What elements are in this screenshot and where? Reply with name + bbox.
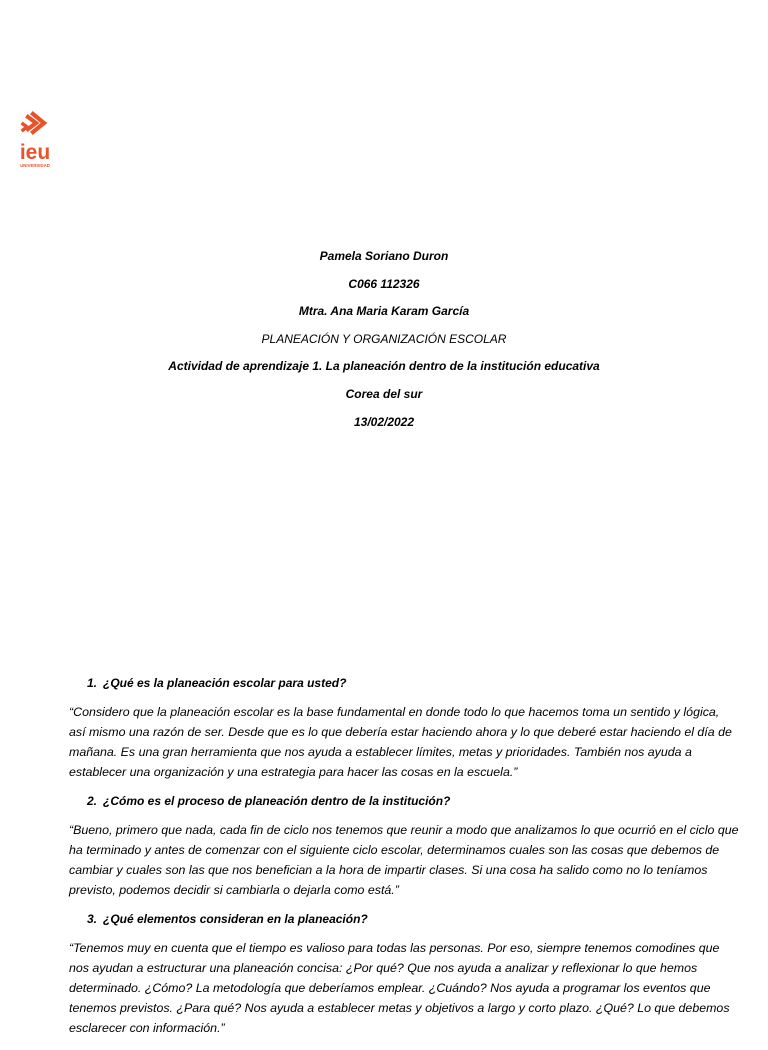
answer-line: esclarecer con información.” (69, 1021, 225, 1035)
answer-line: “Considero que la planeación escolar es la base fundamental en donde todo lo que hacemos toma un sentido y lógica, (69, 705, 720, 719)
date: 13/02/2022 (353, 414, 415, 429)
student-id: C066 112326 (348, 276, 420, 291)
author-name: Pamela Soriano Duron (319, 249, 449, 263)
answer-text (69, 702, 732, 782)
question-number: 1. (87, 676, 98, 690)
logo-subtext: UNIVERSIDAD (20, 163, 50, 168)
course-title: PLANEACIÓN Y ORGANIZACIÓN ESCOLAR (261, 331, 507, 346)
question-text: ¿Cómo es el proceso de planeación dentro de la institución? (103, 794, 451, 808)
question-heading (87, 912, 701, 926)
answer-line: así mismo una razón de ser. Desde que es lo que debería estar haciendo ahora y lo que deberé estar haciendo el día de (69, 725, 732, 739)
logo-wordmark: ieu (19, 141, 51, 164)
university-logo (12, 109, 60, 171)
question-text: ¿Qué elementos consideran en la planeación? (103, 912, 368, 926)
answer-line: determinado. ¿Cómo? La metodología que deberíamos emplear. ¿Cuándo? Nos ayuda a programar los eventos que (69, 981, 711, 995)
answer-line: “Bueno, primero que nada, cada fin de ciclo nos tenemos que reunir a modo que analizamos lo que ocurrió en el ciclo que (69, 823, 739, 837)
question-block (69, 676, 732, 782)
answer-text (69, 938, 730, 1038)
ieu-chevron-logo-icon (12, 109, 60, 171)
question-block (69, 912, 730, 1038)
answer-line: cambiar y cuales son las que nos benefician a la hora de impartir clases. Si una cosa ha salido como no lo teníamos (69, 863, 708, 877)
answer-line: tenemos previstos. ¿Para qué? Nos ayuda a establecer metas y objetivos a largo y corto plazo. ¿Qué? Lo que debemos (69, 1001, 730, 1015)
question-text: ¿Qué es la planeación escolar para usted? (103, 676, 347, 690)
question-number: 2. (87, 794, 98, 808)
answer-text (69, 820, 739, 900)
answer-line: mañana. Es una gran herramienta que nos ayuda a establecer límites, metas y prioridades. También nos ayuda a (69, 745, 692, 759)
answer-line: previsto, podemos decidir si cambiarla o dejarla como está.” (69, 883, 399, 897)
location: Corea del sur (345, 386, 423, 401)
question-heading (87, 794, 701, 808)
activity-title: Actividad de aprendizaje 1. La planeación dentro de la institución educativa (168, 359, 600, 374)
questions-section (69, 676, 739, 1050)
question-number: 3. (87, 912, 98, 926)
answer-line: establecer una organización y una estrategia para hacer las cosas en la escuela.” (69, 765, 518, 779)
answer-line: nos ayudan a estructurar una planeación concisa: ¿Por qué? Que nos ayuda a analizar y reflexionar lo que hemos (69, 961, 698, 975)
answer-line: ha terminado y antes de comenzar con el siguiente ciclo escolar, determinamos cuales son las cosas que debemos de (69, 843, 720, 857)
answer-line: “Tenemos muy en cuenta que el tiempo es valioso para todas las personas. Por eso, siempre tenemos comodines que (69, 941, 720, 955)
question-heading (87, 676, 701, 690)
teacher-name: Mtra. Ana Maria Karam García (298, 304, 470, 319)
question-block (69, 794, 739, 900)
cover-info (0, 248, 768, 441)
